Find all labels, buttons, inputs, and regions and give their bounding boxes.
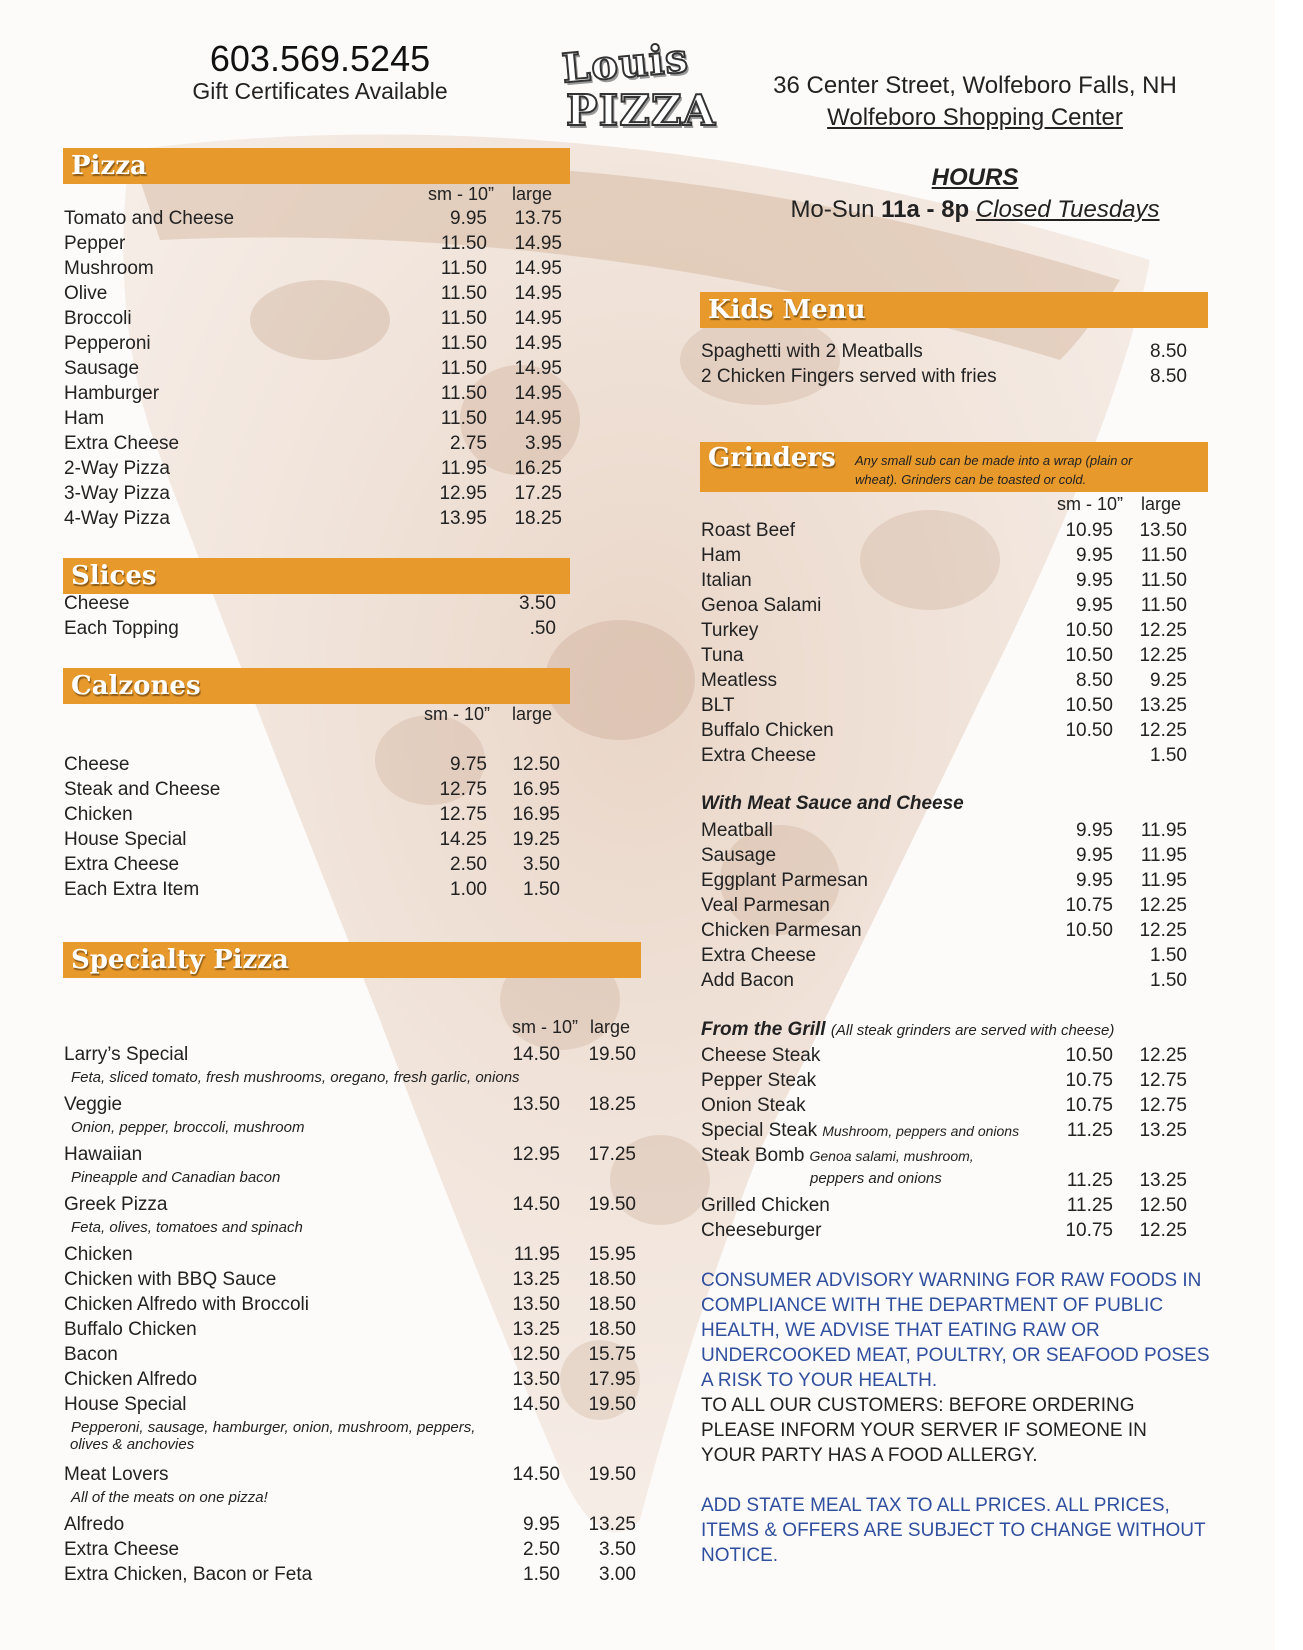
menu-item-small-price: 11.25 (1066, 1120, 1113, 1141)
menu-item-large-price: 12.50 (512, 754, 560, 775)
calzones-sm-header: sm - 10” (424, 704, 491, 724)
menu-item-name: Meat Lovers (64, 1464, 169, 1485)
menu-item-large-price: 14.95 (514, 358, 562, 379)
menu-item-row (701, 868, 1201, 893)
menu-item-name: Olive (64, 283, 108, 304)
menu-item-name: House Special (64, 829, 187, 850)
menu-item-name: Pepperoni (64, 333, 151, 354)
menu-item-name: Turkey (701, 620, 759, 641)
menu-item-name: Hawaiian (64, 1144, 143, 1165)
menu-item-row (701, 843, 1201, 868)
specialty-item-row (64, 1537, 644, 1562)
menu-item-row (701, 918, 1201, 943)
menu-item-name-text: Grilled Chicken (701, 1195, 830, 1216)
menu-item-name (701, 1118, 1019, 1144)
menu-item-small-price: 11.50 (440, 358, 487, 379)
menu-item-price: 8.50 (1150, 341, 1187, 362)
menu-item-small-price: 11.95 (440, 458, 487, 479)
menu-item-large-price: 11.50 (1140, 570, 1187, 591)
menu-item-name: Eggplant Parmesan (701, 870, 868, 891)
menu-item-row (64, 877, 624, 902)
menu-item-small-price: 9.95 (450, 208, 487, 229)
tax-notice: ADD STATE MEAL TAX TO ALL PRICES. ALL PRICES, ITEMS & OFFERS ARE SUBJECT TO CHANGE WITHOUT NOTICE. (701, 1495, 1206, 1566)
menu-item-small-price: 13.25 (512, 1269, 560, 1290)
menu-item-large-price: 18.25 (588, 1094, 636, 1115)
menu-item-note: Mushroom, peppers and onions (822, 1123, 1020, 1139)
menu-item-small-price: 10.50 (1065, 720, 1113, 741)
menu-item-large-price: 12.25 (1139, 1045, 1187, 1066)
menu-item-description: Onion, pepper, broccoli, mushroom (71, 1119, 305, 1136)
menu-item-name: Extra Cheese (64, 1539, 180, 1560)
menu-item-small-price: 9.95 (1076, 570, 1113, 591)
menu-item-small-price: 10.75 (1065, 1220, 1113, 1241)
menu-item-row (701, 1193, 1201, 1218)
menu-item-name: BLT (701, 695, 735, 716)
menu-item-small-price: 12.95 (512, 1144, 560, 1165)
menu-item-name: Meatless (701, 670, 778, 691)
menu-item-large-price: 17.25 (514, 483, 562, 504)
menu-item-large-price: 12.75 (1139, 1095, 1187, 1116)
menu-item-name: Each Extra Item (64, 879, 200, 900)
menu-item-large-price: 13.50 (1139, 520, 1187, 541)
specialty-item-row (64, 1292, 644, 1317)
hours-line (740, 196, 1210, 224)
menu-item-small-price: 10.75 (1065, 895, 1113, 916)
menu-item-name: 4-Way Pizza (64, 508, 170, 529)
shopping-center: Wolfeboro Shopping Center (827, 104, 1123, 131)
menu-item-large-price: 13.75 (514, 208, 562, 229)
menu-item-name: Larry’s Special (64, 1044, 189, 1065)
menu-item-description: Feta, sliced tomato, fresh mushrooms, oregano, fresh garlic, onions (71, 1069, 520, 1086)
grill-title: From the Grill (701, 1019, 826, 1040)
menu-item-large-price: 3.50 (523, 854, 560, 875)
menu-item-large-price: 14.95 (514, 283, 562, 304)
menu-item-row (701, 893, 1201, 918)
hours-time: 11a - 8p (881, 196, 970, 223)
specialty-item-row (64, 1142, 644, 1167)
menu-item-name-text: Steak Bomb (701, 1145, 805, 1166)
grinders-section-bar (700, 442, 1208, 492)
menu-item-small-price: 13.50 (512, 1294, 560, 1315)
menu-item-large-price: 14.95 (514, 308, 562, 329)
menu-item-row (64, 306, 624, 331)
calzones-section-bar (63, 668, 570, 704)
menu-item-name: Meatball (701, 820, 773, 841)
menu-item-small-price: 14.50 (512, 1044, 560, 1065)
menu-item-large-price: 16.95 (512, 779, 560, 800)
menu-item-large-price: 3.95 (525, 433, 562, 454)
menu-item-large-price: 3.00 (599, 1564, 636, 1585)
menu-item-row (701, 593, 1201, 618)
menu-item-row (701, 1043, 1201, 1068)
menu-item-row (701, 568, 1201, 593)
menu-item-small-price: 14.50 (512, 1464, 560, 1485)
menu-item-small-price: 10.75 (1065, 1070, 1113, 1091)
menu-item-name: Cheese (64, 593, 130, 614)
menu-item-large-price: 13.25 (588, 1514, 636, 1535)
menu-item-large-price: 12.75 (1139, 1070, 1187, 1091)
grill-subheading (701, 1019, 1114, 1041)
menu-item-small-price: 12.95 (439, 483, 487, 504)
menu-item-row (701, 518, 1201, 543)
menu-item-name: Tuna (701, 645, 744, 666)
menu-item-large-price: 9.25 (1150, 670, 1187, 691)
menu-item-row (701, 364, 1191, 389)
specialty-item-row (64, 1242, 644, 1267)
specialty-item-row (64, 1512, 644, 1537)
menu-item-name: Tomato and Cheese (64, 208, 235, 229)
louis-pizza-logo (556, 34, 717, 140)
menu-item-name: Chicken with BBQ Sauce (64, 1269, 277, 1290)
menu-item-small-price: 13.50 (512, 1094, 560, 1115)
menu-item-large-price: 12.25 (1139, 1220, 1187, 1241)
menu-item-row (64, 852, 624, 877)
menu-item-row (64, 356, 624, 381)
menu-item-large-price: 17.25 (588, 1144, 636, 1165)
slices-section-bar (63, 558, 570, 594)
menu-item-large-price: 11.95 (1140, 820, 1187, 841)
menu-item-row (64, 591, 584, 616)
menu-item-small-price: 2.75 (450, 433, 487, 454)
menu-item-price: 8.50 (1150, 366, 1187, 387)
menu-item-row (64, 256, 624, 281)
grill-note: (All steak grinders are served with cheese) (830, 1022, 1115, 1039)
menu-item-small-price: 12.50 (512, 1344, 560, 1365)
menu-item-name: Extra Cheese (701, 745, 817, 766)
consumer-advisory: CONSUMER ADVISORY WARNING FOR RAW FOODS IN COMPLIANCE WITH THE DEPARTMENT OF PUBLIC HEALTH, WE ADVISE THAT EATING RAW OR UNDERCOOKED MEAT, POULTRY, OR SEAFOOD POSES A RISK TO YOUR HEALTH. (701, 1270, 1210, 1391)
menu-item-row (64, 231, 624, 256)
specialty-sm-header: sm - 10” (512, 1017, 579, 1037)
menu-item-small-price: 11.25 (1066, 1170, 1113, 1191)
menu-item-large-price: 1.50 (1150, 970, 1187, 991)
menu-item-large-price: 17.95 (588, 1369, 636, 1390)
menu-item-row (64, 331, 624, 356)
gift-certificates-note: Gift Certificates Available (192, 78, 448, 104)
calzones-large-header: large (512, 704, 553, 724)
menu-item-large-price: 13.25 (1139, 695, 1187, 716)
menu-item-small-price: 10.95 (1065, 520, 1113, 541)
menu-item-name: 3-Way Pizza (64, 483, 170, 504)
menu-item-name: Extra Cheese (64, 854, 180, 875)
menu-item-small-price: 13.25 (512, 1319, 560, 1340)
menu-item-name (701, 1043, 820, 1068)
specialty-item-row (64, 1562, 644, 1587)
menu-item-name: Ham (64, 408, 105, 429)
menu-item-name: Spaghetti with 2 Meatballs (701, 341, 923, 362)
menu-item-price: 3.50 (519, 593, 556, 614)
logo-top-text: Louis (560, 34, 691, 93)
menu-item-name: Add Bacon (701, 970, 794, 991)
grinders-sm-header: sm - 10” (1057, 494, 1124, 514)
specialty-large-header: large (590, 1017, 631, 1037)
menu-item-large-price: 19.25 (512, 829, 560, 850)
menu-item-name: Italian (701, 570, 752, 591)
menu-item-name: Extra Chicken, Bacon or Feta (64, 1564, 313, 1585)
menu-item-name: Genoa Salami (701, 595, 822, 616)
menu-item-row (64, 456, 624, 481)
menu-item-name: 2 Chicken Fingers served with fries (701, 366, 997, 387)
menu-item-name: Steak and Cheese (64, 779, 221, 800)
menu-item-name-text: Onion Steak (701, 1095, 806, 1116)
slices-section-title: Slices (71, 561, 157, 591)
menu-item-row (701, 1093, 1201, 1118)
menu-item-small-price: 12.75 (439, 779, 487, 800)
specialty-item-row (64, 1367, 644, 1392)
menu-item-name-text: Cheese Steak (701, 1045, 821, 1066)
menu-item-large-price: 13.25 (1139, 1120, 1187, 1141)
menu-item-row (64, 481, 624, 506)
menu-item-large-price: 18.50 (588, 1319, 636, 1340)
menu-item-row (701, 543, 1201, 568)
menu-item-small-price: 14.50 (512, 1194, 560, 1215)
menu-item-large-price: 12.25 (1139, 645, 1187, 666)
menu-item-large-price: 12.25 (1139, 920, 1187, 941)
menu-item-name: Ham (701, 545, 742, 566)
menu-item-small-price: 9.95 (1076, 870, 1113, 891)
pizza-large-header: large (512, 184, 553, 204)
hours-closed: Closed Tuesdays (975, 196, 1160, 223)
menu-item-name (701, 1193, 830, 1218)
menu-item-large-price: 1.50 (1150, 945, 1187, 966)
menu-item-large-price: 12.25 (1139, 895, 1187, 916)
menu-item-small-price: 2.50 (523, 1539, 560, 1560)
menu-item-name: Roast Beef (701, 520, 795, 541)
menu-item-name: Hamburger (64, 383, 160, 404)
menu-item-large-price: 19.50 (588, 1044, 636, 1065)
menu-item-small-price: 11.50 (440, 308, 487, 329)
menu-item-small-price: 14.25 (439, 829, 487, 850)
menu-item-large-price: 19.50 (588, 1194, 636, 1215)
menu-item-large-price: 18.50 (588, 1269, 636, 1290)
menu-item-small-price: 10.50 (1065, 1045, 1113, 1066)
menu-item-small-price: 11.25 (1066, 1195, 1113, 1216)
pizza-section-title: Pizza (71, 151, 147, 181)
menu-item-small-price: 11.50 (440, 258, 487, 279)
menu-item-name: Alfredo (64, 1514, 125, 1535)
menu-item-name: Mushroom (64, 258, 154, 279)
menu-item-large-price: 19.50 (588, 1394, 636, 1415)
menu-item-large-price: 15.95 (588, 1244, 636, 1265)
menu-item-row (64, 381, 624, 406)
menu-item-row (64, 616, 584, 641)
menu-item-description: Pineapple and Canadian bacon (71, 1169, 281, 1186)
menu-item-small-price: 10.50 (1065, 620, 1113, 641)
menu-item-row (64, 752, 624, 777)
menu-item-row (64, 802, 624, 827)
menu-item-large-price: 15.75 (588, 1344, 636, 1365)
menu-item-name-text: Pepper Steak (701, 1070, 817, 1091)
menu-item-small-price: 8.50 (1076, 670, 1113, 691)
menu-item-small-price: 13.50 (512, 1369, 560, 1390)
menu-item-row (701, 968, 1201, 993)
menu-item-small-price: 11.50 (440, 383, 487, 404)
specialty-section-title: Specialty Pizza (71, 945, 289, 975)
grinders-large-header: large (1141, 494, 1182, 514)
menu-item-row (701, 743, 1201, 768)
menu-item-large-price: 11.95 (1140, 845, 1187, 866)
menu-item-name-text: Cheeseburger (701, 1220, 822, 1241)
specialty-item-row (64, 1267, 644, 1292)
menu-item-row (701, 718, 1201, 743)
menu-item-name: Broccoli (64, 308, 132, 329)
menu-item-row (701, 693, 1201, 718)
menu-item-small-price: 9.95 (1076, 845, 1113, 866)
grinders-section-title: Grinders (708, 443, 836, 473)
menu-item-row (701, 1118, 1201, 1143)
menu-item-name: 2-Way Pizza (64, 458, 170, 479)
menu-item-large-price: 1.50 (1150, 745, 1187, 766)
menu-item-large-price: 11.50 (1140, 595, 1187, 616)
menu-item-name: House Special (64, 1394, 187, 1415)
hours-title: HOURS (931, 164, 1019, 191)
menu-item-row (64, 431, 624, 456)
menu-item-large-price: 1.50 (523, 879, 560, 900)
menu-item-small-price: 12.75 (439, 804, 487, 825)
menu-item-small-price: 10.75 (1065, 1095, 1113, 1116)
menu-item-name: Buffalo Chicken (701, 720, 834, 741)
kids-section-bar (700, 292, 1208, 328)
menu-item-row (701, 943, 1201, 968)
menu-item-name: Chicken Alfredo with Broccoli (64, 1294, 309, 1315)
menu-item-name: Buffalo Chicken (64, 1319, 197, 1340)
menu-item-small-price: 10.50 (1065, 920, 1113, 941)
menu-item-row (64, 777, 624, 802)
menu-item-name: Chicken (64, 1244, 133, 1265)
menu-item-small-price: 10.50 (1065, 645, 1113, 666)
specialty-item-row (64, 1092, 644, 1117)
specialty-item-row (64, 1042, 644, 1067)
menu-item-note: Genoa salami, mushroom, (809, 1148, 974, 1164)
menu-item-name-text: Special Steak (701, 1120, 818, 1141)
menu-item-note: peppers and onions (810, 1170, 942, 1187)
menu-item-small-price: 11.95 (513, 1244, 560, 1265)
menu-item-name: Each Topping (64, 618, 179, 639)
menu-item-small-price: 9.95 (523, 1514, 560, 1535)
specialty-item-row (64, 1392, 644, 1417)
grinders-wrap-note: Any small sub can be made into a wrap (plain or wheat). Grinders can be toasted or cold. (855, 453, 1133, 487)
menu-item-large-price: 18.50 (588, 1294, 636, 1315)
menu-item-row (64, 827, 624, 852)
menu-item-large-price: 12.50 (1139, 1195, 1187, 1216)
menu-item-row (701, 818, 1201, 843)
menu-item-large-price: 12.25 (1139, 720, 1187, 741)
menu-item-small-price: 2.50 (450, 854, 487, 875)
meat-sauce-subheading: With Meat Sauce and Cheese (701, 793, 964, 814)
street-address: 36 Center Street, Wolfeboro Falls, NH (773, 72, 1177, 99)
menu-item-small-price: 11.50 (440, 233, 487, 254)
menu-item-description: Pepperoni, sausage, hamburger, onion, mushroom, peppers, (71, 1419, 476, 1436)
menu-item-name (701, 1218, 821, 1243)
menu-item-small-price: 1.00 (450, 879, 487, 900)
menu-item-description: olives & anchovies (70, 1436, 195, 1453)
menu-item-large-price: 14.95 (514, 408, 562, 429)
menu-item-small-price: 14.50 (512, 1394, 560, 1415)
menu-item-large-price: 14.95 (514, 233, 562, 254)
menu-item-row (701, 1218, 1201, 1243)
menu-item-row (64, 406, 624, 431)
menu-item-small-price: 9.95 (1076, 545, 1113, 566)
menu-item-small-price: 1.50 (523, 1564, 560, 1585)
menu-item-small-price: 11.50 (440, 283, 487, 304)
menu-item-large-price: 3.50 (599, 1539, 636, 1560)
menu-item-name: Chicken Parmesan (701, 920, 862, 941)
menu-item-row (701, 1068, 1201, 1093)
pizza-section-bar (63, 148, 570, 184)
specialty-item-row (64, 1192, 644, 1217)
menu-item-large-price: 14.95 (514, 258, 562, 279)
menu-item-name: Veal Parmesan (701, 895, 830, 916)
menu-item-row (701, 668, 1201, 693)
phone-number: 603.569.5245 (209, 38, 431, 79)
menu-item-large-price: 11.95 (1140, 870, 1187, 891)
menu-item-large-price: 11.50 (1140, 545, 1187, 566)
kids-section-title: Kids Menu (708, 295, 866, 325)
hours-days: Mo-Sun (790, 196, 875, 223)
menu-item-row (701, 643, 1201, 668)
menu-item-small-price: 9.95 (1076, 820, 1113, 841)
menu-item-row (64, 281, 624, 306)
menu-item-small-price: 9.75 (450, 754, 487, 775)
allergy-notice: TO ALL OUR CUSTOMERS: BEFORE ORDERING PLEASE INFORM YOUR SERVER IF SOMEONE IN YOUR PARTY HAS A FOOD ALLERGY. (701, 1395, 1147, 1466)
specialty-section-bar (63, 942, 641, 978)
menu-item-name: Pepper (64, 233, 126, 254)
menu-item-name: Sausage (701, 845, 777, 866)
menu-item-name: Extra Cheese (64, 433, 180, 454)
menu-item-large-price: 19.50 (588, 1464, 636, 1485)
logo-bottom-text: PIZZA (566, 86, 717, 135)
menu-item-name: Veggie (64, 1094, 123, 1115)
menu-item-name: Greek Pizza (64, 1194, 168, 1215)
menu-item-small-price: 9.95 (1076, 595, 1113, 616)
menu-item-price: .50 (529, 618, 556, 639)
menu-item-large-price: 12.25 (1139, 620, 1187, 641)
menu-item-large-price: 14.95 (514, 333, 562, 354)
menu-item-name: Extra Cheese (701, 945, 817, 966)
menu-item-name: Chicken Alfredo (64, 1369, 198, 1390)
menu-item-name (701, 1143, 974, 1169)
menu-item-row (701, 618, 1201, 643)
menu-item-large-price: 13.25 (1139, 1170, 1187, 1191)
menu-item-large-price: 18.25 (514, 508, 562, 529)
specialty-item-row (64, 1342, 644, 1367)
specialty-item-row (64, 1317, 644, 1342)
menu-item-small-price: 11.50 (440, 408, 487, 429)
menu-item-name: Chicken (64, 804, 133, 825)
menu-item-name: Cheese (64, 754, 130, 775)
menu-item-description: All of the meats on one pizza! (71, 1489, 268, 1506)
menu-item-name (701, 1093, 806, 1118)
menu-item-name: Sausage (64, 358, 140, 379)
menu-item-name: Bacon (64, 1344, 118, 1365)
menu-item-large-price: 16.25 (514, 458, 562, 479)
menu-item-large-price: 14.95 (514, 383, 562, 404)
menu-item-name (701, 1068, 816, 1093)
menu-item-row (64, 206, 624, 231)
menu-item-description: Feta, olives, tomatoes and spinach (71, 1219, 303, 1236)
menu-item-small-price: 10.50 (1065, 695, 1113, 716)
calzones-section-title: Calzones (71, 671, 201, 701)
specialty-item-row (64, 1462, 644, 1487)
menu-item-row (701, 339, 1191, 364)
menu-item-large-price: 16.95 (512, 804, 560, 825)
menu-item-small-price: 13.95 (439, 508, 487, 529)
menu-item-row (64, 506, 624, 531)
pizza-sm-header: sm - 10” (428, 184, 495, 204)
menu-item-small-price: 11.50 (440, 333, 487, 354)
